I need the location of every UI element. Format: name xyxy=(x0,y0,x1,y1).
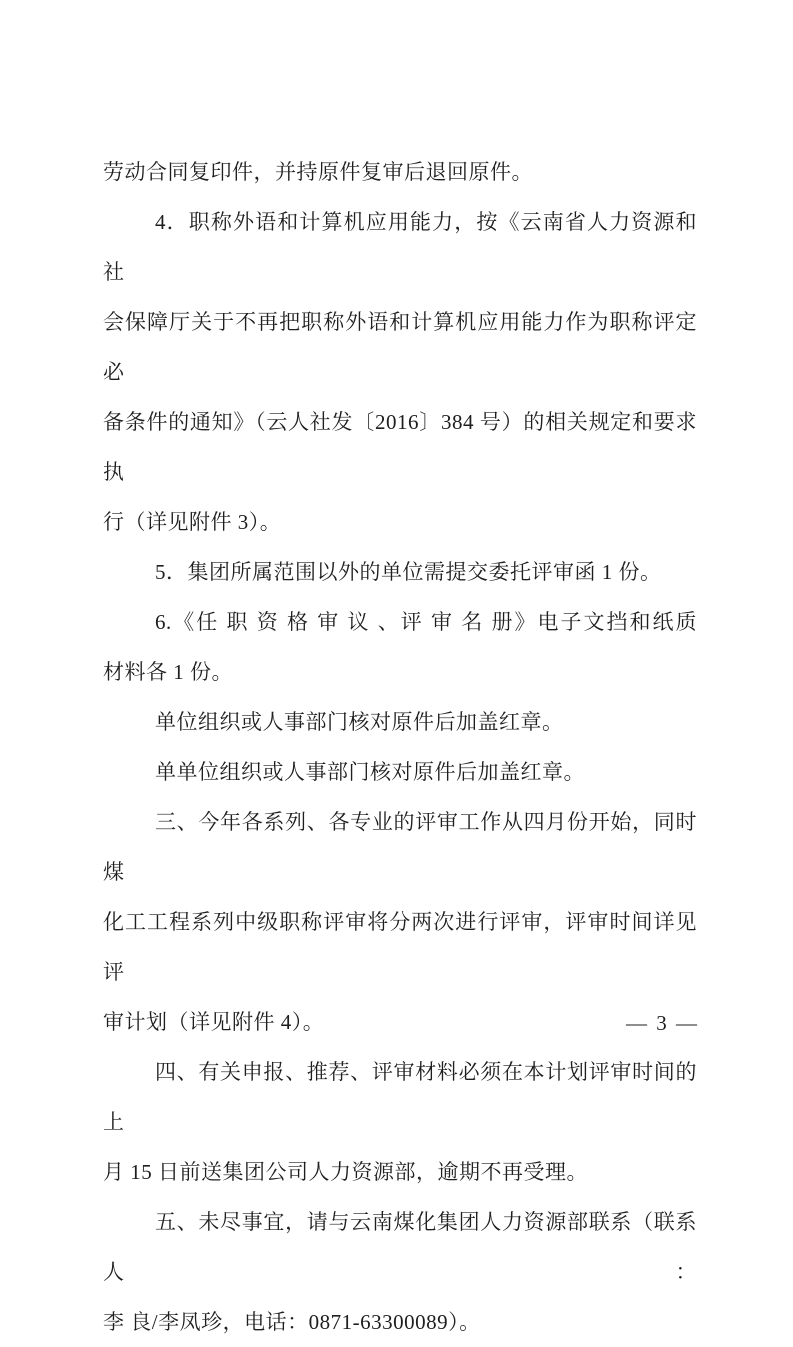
text-line: 四、有关申报、推荐、评审材料必须在本计划评审时间的上 xyxy=(103,1060,697,1134)
text-line: 化工工程系列中级职称评审将分两次进行评审，评审时间详见评 xyxy=(103,910,697,984)
text-line: 劳动合同复印件，并持原件复审后退回原件。 xyxy=(103,160,533,184)
text-line: 会保障厅关于不再把职称外语和计算机应用能力作为职称评定必 xyxy=(103,310,697,384)
document-body xyxy=(103,147,697,1347)
text-line: 5．集团所属范围以外的单位需提交委托评审函 1 份。 xyxy=(155,560,662,584)
text-line: 单单位组织或人事部门核对原件后加盖红章。 xyxy=(155,760,585,784)
text-line: 三、今年各系列、各专业的评审工作从四月份开始，同时煤 xyxy=(103,810,697,884)
text-line: 审计划（详见附件 4）。 xyxy=(103,1010,325,1034)
text-line: 6.《任 职 资 格 审 议 、评 审 名 册》电子文挡和纸质 xyxy=(155,610,697,634)
page-number: — 3 — xyxy=(626,1011,699,1035)
text-line: 五、未尽事宜，请与云南煤化集团人力资源部联系（联系人： xyxy=(103,1210,697,1284)
text-line: 备条件的通知》（云人社发〔2016〕384 号）的相关规定和要求执 xyxy=(103,410,697,484)
text-line: 单位组织或人事部门核对原件后加盖红章。 xyxy=(155,710,564,734)
text-line: 4．职称外语和计算机应用能力，按《云南省人力资源和社 xyxy=(103,210,697,284)
text-line: 李 良/李凤珍，电话：0871-63300089）。 xyxy=(103,1310,481,1334)
text-line: 行（详见附件 3）。 xyxy=(103,510,282,534)
text-line: 材料各 1 份。 xyxy=(103,660,233,684)
text-line: 月 15 日前送集团公司人力资源部，逾期不再受理。 xyxy=(103,1160,588,1184)
